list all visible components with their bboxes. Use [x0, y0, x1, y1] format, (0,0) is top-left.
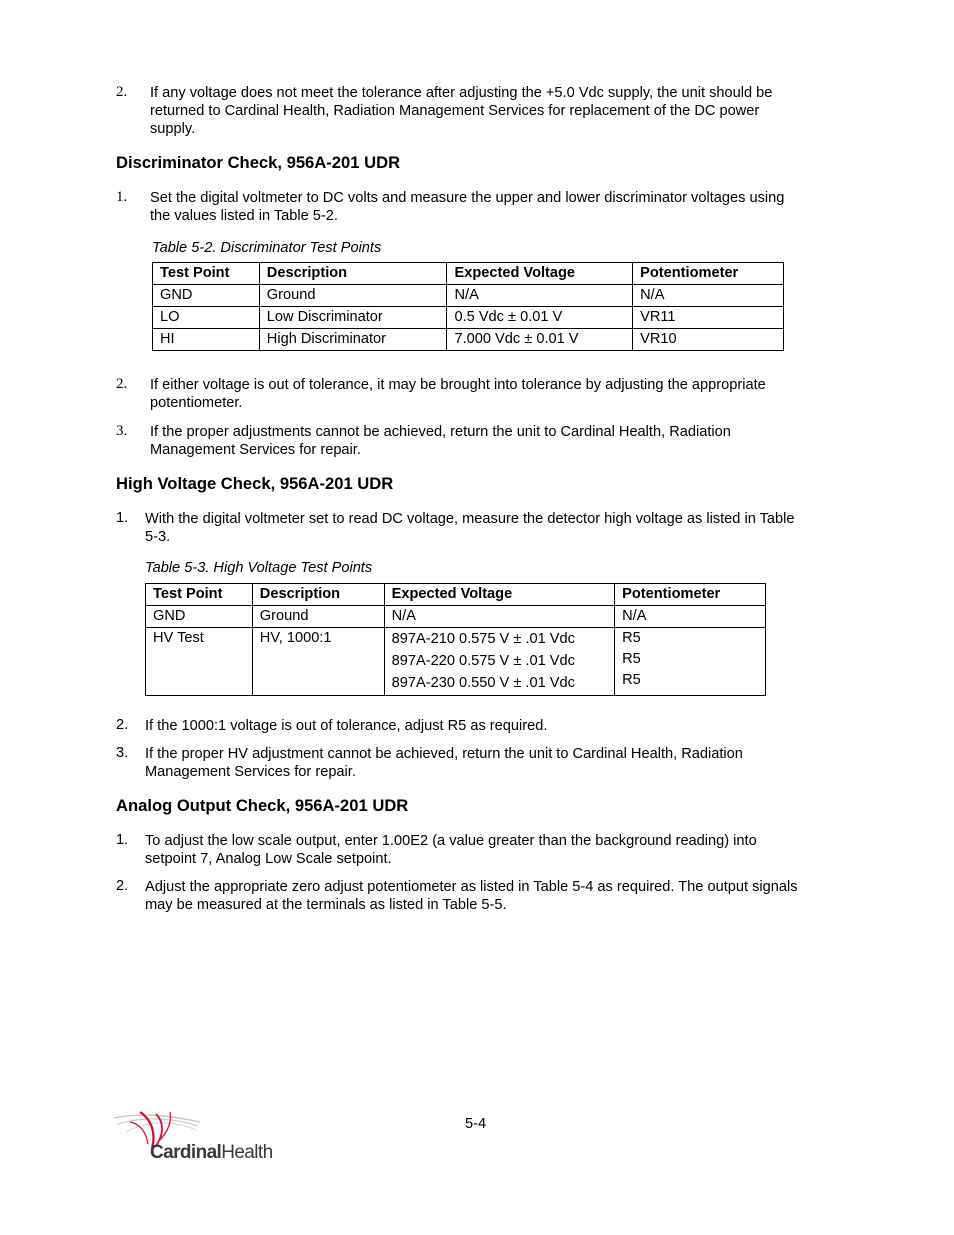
list-item-text: To adjust the low scale output, enter 1.00E2 (a value greater than the background reading) into setpoint 7, Analog Low Scale setpoint. [145, 833, 757, 867]
list-item-text: If the proper HV adjustment cannot be achieved, return the unit to Cardinal Health, Radiation Management Services for repair. [145, 746, 743, 780]
table-cell: Low Discriminator [259, 307, 447, 329]
table-cell: HV, 1000:1 [252, 628, 384, 696]
list-item-text: Adjust the appropriate zero adjust potentiometer as listed in Table 5-4 as required. The output signals may be measured at the terminals as listed in Table 5-5. [145, 879, 798, 913]
list-number: 2. [116, 84, 128, 100]
list-item-text: Set the digital voltmeter to DC volts and measure the upper and lower discriminator voltages using the values listed in Table 5-2. [150, 190, 785, 224]
table-cell: 7.000 Vdc ± 0.01 V [447, 329, 633, 351]
list-number: 1. [116, 832, 129, 848]
list-item-text: If any voltage does not meet the tolerance after adjusting the +5.0 Vdc supply, the unit should be returned to Cardinal Health, Radiation Management Services for replacement of the DC power supply. [150, 85, 773, 137]
cardinal-health-logo [112, 1108, 282, 1168]
discriminator-table [152, 262, 784, 351]
table-cell: VR10 [633, 329, 784, 351]
table-cell: Ground [252, 606, 384, 628]
table-header-row [146, 584, 766, 606]
column-header: Description [259, 263, 447, 285]
list-number: 2. [116, 376, 128, 392]
list-number: 3. [116, 745, 129, 761]
table-header-row [153, 263, 784, 285]
table-cell: N/A [447, 285, 633, 307]
list-item-text: If either voltage is out of tolerance, it may be brought into tolerance by adjusting the appropriate potentiometer. [150, 377, 766, 411]
table-row [153, 329, 784, 351]
list-number: 1. [116, 189, 128, 205]
list-item-text: If the proper adjustments cannot be achieved, return the unit to Cardinal Health, Radiation Management Services for repair. [150, 424, 731, 458]
table-cell: 0.5 Vdc ± 0.01 V [447, 307, 633, 329]
list-number: 2. [116, 878, 129, 894]
column-header: Test Point [153, 263, 260, 285]
section-heading-high-voltage: High Voltage Check, 956A-201 UDR [116, 474, 394, 493]
section-heading-discriminator: Discriminator Check, 956A-201 UDR [116, 153, 401, 172]
high-voltage-table [145, 583, 766, 696]
table-cell: N/A [384, 606, 614, 628]
list-number: 3. [116, 423, 128, 439]
table-cell: HI [153, 329, 260, 351]
table-row [153, 307, 784, 329]
table-caption: Table 5-2. Discriminator Test Points [152, 240, 382, 256]
logo-wordmark: CardinalHealth [150, 1142, 273, 1163]
table-cell: VR11 [633, 307, 784, 329]
table-cell: N/A [615, 606, 766, 628]
table-cell: High Discriminator [259, 329, 447, 351]
column-header: Expected Voltage [384, 584, 614, 606]
table-caption: Table 5-3. High Voltage Test Points [145, 560, 373, 576]
column-header: Potentiometer [633, 263, 784, 285]
column-header: Potentiometer [615, 584, 766, 606]
table-cell: GND [146, 606, 253, 628]
table-cell: LO [153, 307, 260, 329]
list-number: 2. [116, 717, 129, 733]
table-row [146, 606, 766, 628]
section-heading-analog-output: Analog Output Check, 956A-201 UDR [116, 796, 409, 815]
column-header: Test Point [146, 584, 253, 606]
list-number: 1. [116, 510, 129, 526]
list-item-text: With the digital voltmeter set to read DC voltage, measure the detector high voltage as listed in Table 5-3. [145, 511, 795, 545]
table-row [146, 628, 766, 696]
column-header: Description [252, 584, 384, 606]
table-cell: Ground [259, 285, 447, 307]
table-cell: N/A [633, 285, 784, 307]
column-header: Expected Voltage [447, 263, 633, 285]
table-row [153, 285, 784, 307]
table-cell: GND [153, 285, 260, 307]
table-cell: HV Test [146, 628, 253, 696]
table-cell: R5 R5 R5 [615, 628, 766, 696]
page-number: 5-4 [465, 1116, 487, 1132]
list-item-text: If the 1000:1 voltage is out of tolerance, adjust R5 as required. [145, 718, 548, 734]
table-cell: 897A-210 0.575 V ± .01 Vdc 897A-220 0.575 V ± .01 Vdc 897A-230 0.550 V ± .01 Vdc [384, 628, 614, 696]
